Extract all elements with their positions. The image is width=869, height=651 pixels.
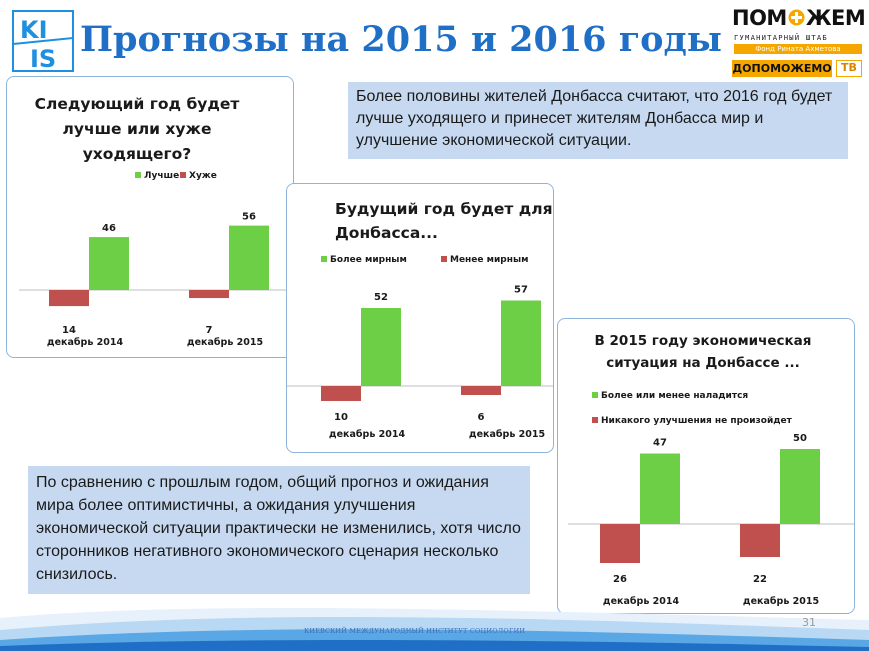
note-bottom: По сравнению с прошлым годом, общий прогноз и ожидания мира более оптимистичны, а ожидания улучшения экономической ситуации практически не изменились, хотя число сторонников негативного экономического сценария несколько снизилось. [28, 466, 530, 594]
brand-main-right: ЖЕМ [805, 6, 866, 30]
chart-panel-3 [557, 318, 855, 614]
bar-negative [321, 386, 361, 401]
bar-positive [640, 454, 680, 525]
category-label: декабрь 2015 [186, 337, 264, 348]
legend-label: Более мирным [330, 255, 407, 265]
legend-swatch [180, 172, 186, 178]
kiis-logo [10, 8, 76, 74]
data-label-positive: 52 [374, 292, 388, 303]
bar-positive [89, 237, 129, 290]
logo-text-bottom: IS [30, 45, 57, 73]
chart-panel-2 [286, 183, 554, 453]
bar-positive [780, 449, 820, 524]
data-label-negative: 7 [205, 325, 213, 336]
brand-dop: ДОПОМОЖЕМО [732, 62, 832, 75]
legend-label: Хуже [189, 171, 217, 181]
legend-label: Более или менее наладится [601, 391, 749, 401]
chart-title-line: уходящего? [82, 145, 192, 163]
legend-swatch [592, 417, 598, 423]
data-label-positive: 56 [242, 211, 256, 223]
slide-title: Прогнозы на 2015 и 2016 годы [80, 19, 722, 60]
brand-main-left: ПОМ [732, 6, 787, 30]
data-label-negative: 6 [477, 412, 485, 423]
category-label: декабрь 2014 [46, 337, 124, 348]
chart-title-line: В 2015 году экономическая [594, 333, 812, 349]
legend-swatch [441, 256, 447, 262]
chart-economy [558, 319, 855, 614]
bar-positive [361, 308, 401, 386]
bar-positive [229, 226, 269, 290]
bar-negative [189, 290, 229, 298]
legend-label: Никакого улучшения не произойдет [601, 416, 792, 426]
chart-peace [287, 184, 554, 453]
bar-negative [740, 524, 780, 557]
data-label-positive: 47 [653, 437, 667, 449]
brand-main [732, 6, 865, 30]
logo-text-top: KI [20, 16, 48, 44]
legend-label: Лучше [144, 171, 180, 181]
chart-next-year [7, 77, 294, 358]
data-label-positive: 50 [793, 433, 807, 444]
chart-title-line: Будущий год будет для [335, 200, 553, 218]
chart-title-line: Донбасса... [335, 224, 438, 242]
legend-swatch [321, 256, 327, 262]
data-label-negative: 14 [62, 325, 76, 336]
category-label: декабрь 2015 [468, 429, 546, 440]
chart-title-line: Следующий год будет [34, 95, 240, 113]
chart-title-line: ситуация на Донбассе ... [606, 355, 800, 371]
footer-wave [0, 600, 869, 651]
data-label-negative: 10 [334, 412, 348, 423]
chart-title-line: лучше или хуже [62, 120, 212, 138]
brand-sub: ГУМАНИТАРНЫЙ ШТАБ [734, 33, 828, 42]
cross-icon [788, 9, 805, 26]
legend-label: Менее мирным [450, 255, 529, 265]
brand-logo [728, 6, 864, 78]
category-label: декабрь 2014 [602, 596, 680, 607]
data-label-positive: 46 [102, 223, 116, 235]
bar-positive [501, 301, 541, 387]
legend-swatch [135, 172, 141, 178]
data-label-positive: 57 [514, 284, 528, 296]
bar-negative [461, 386, 501, 395]
data-label-negative: 22 [753, 574, 767, 585]
brand-fond: Фонд Рината Ахметова [734, 44, 862, 54]
brand-tv: ТВ [836, 60, 862, 77]
chart-panel-1 [6, 76, 294, 358]
category-label: декабрь 2015 [742, 596, 820, 607]
category-label: декабрь 2014 [328, 429, 406, 440]
legend-swatch [592, 392, 598, 398]
page-number: 31 [802, 616, 816, 629]
footer-text: КИЕВСКИЙ МЕЖДУНАРОДНЫЙ ИНСТИТУТ СОЦИОЛОГИИ [304, 627, 526, 635]
bar-negative [600, 524, 640, 563]
note-top: Более половины жителей Донбасса считают, что 2016 год будет лучше уходящего и принесет жителям Донбасса мир и улучшение экономической ситуации. [348, 82, 848, 159]
data-label-negative: 26 [613, 574, 627, 585]
bar-negative [49, 290, 89, 306]
